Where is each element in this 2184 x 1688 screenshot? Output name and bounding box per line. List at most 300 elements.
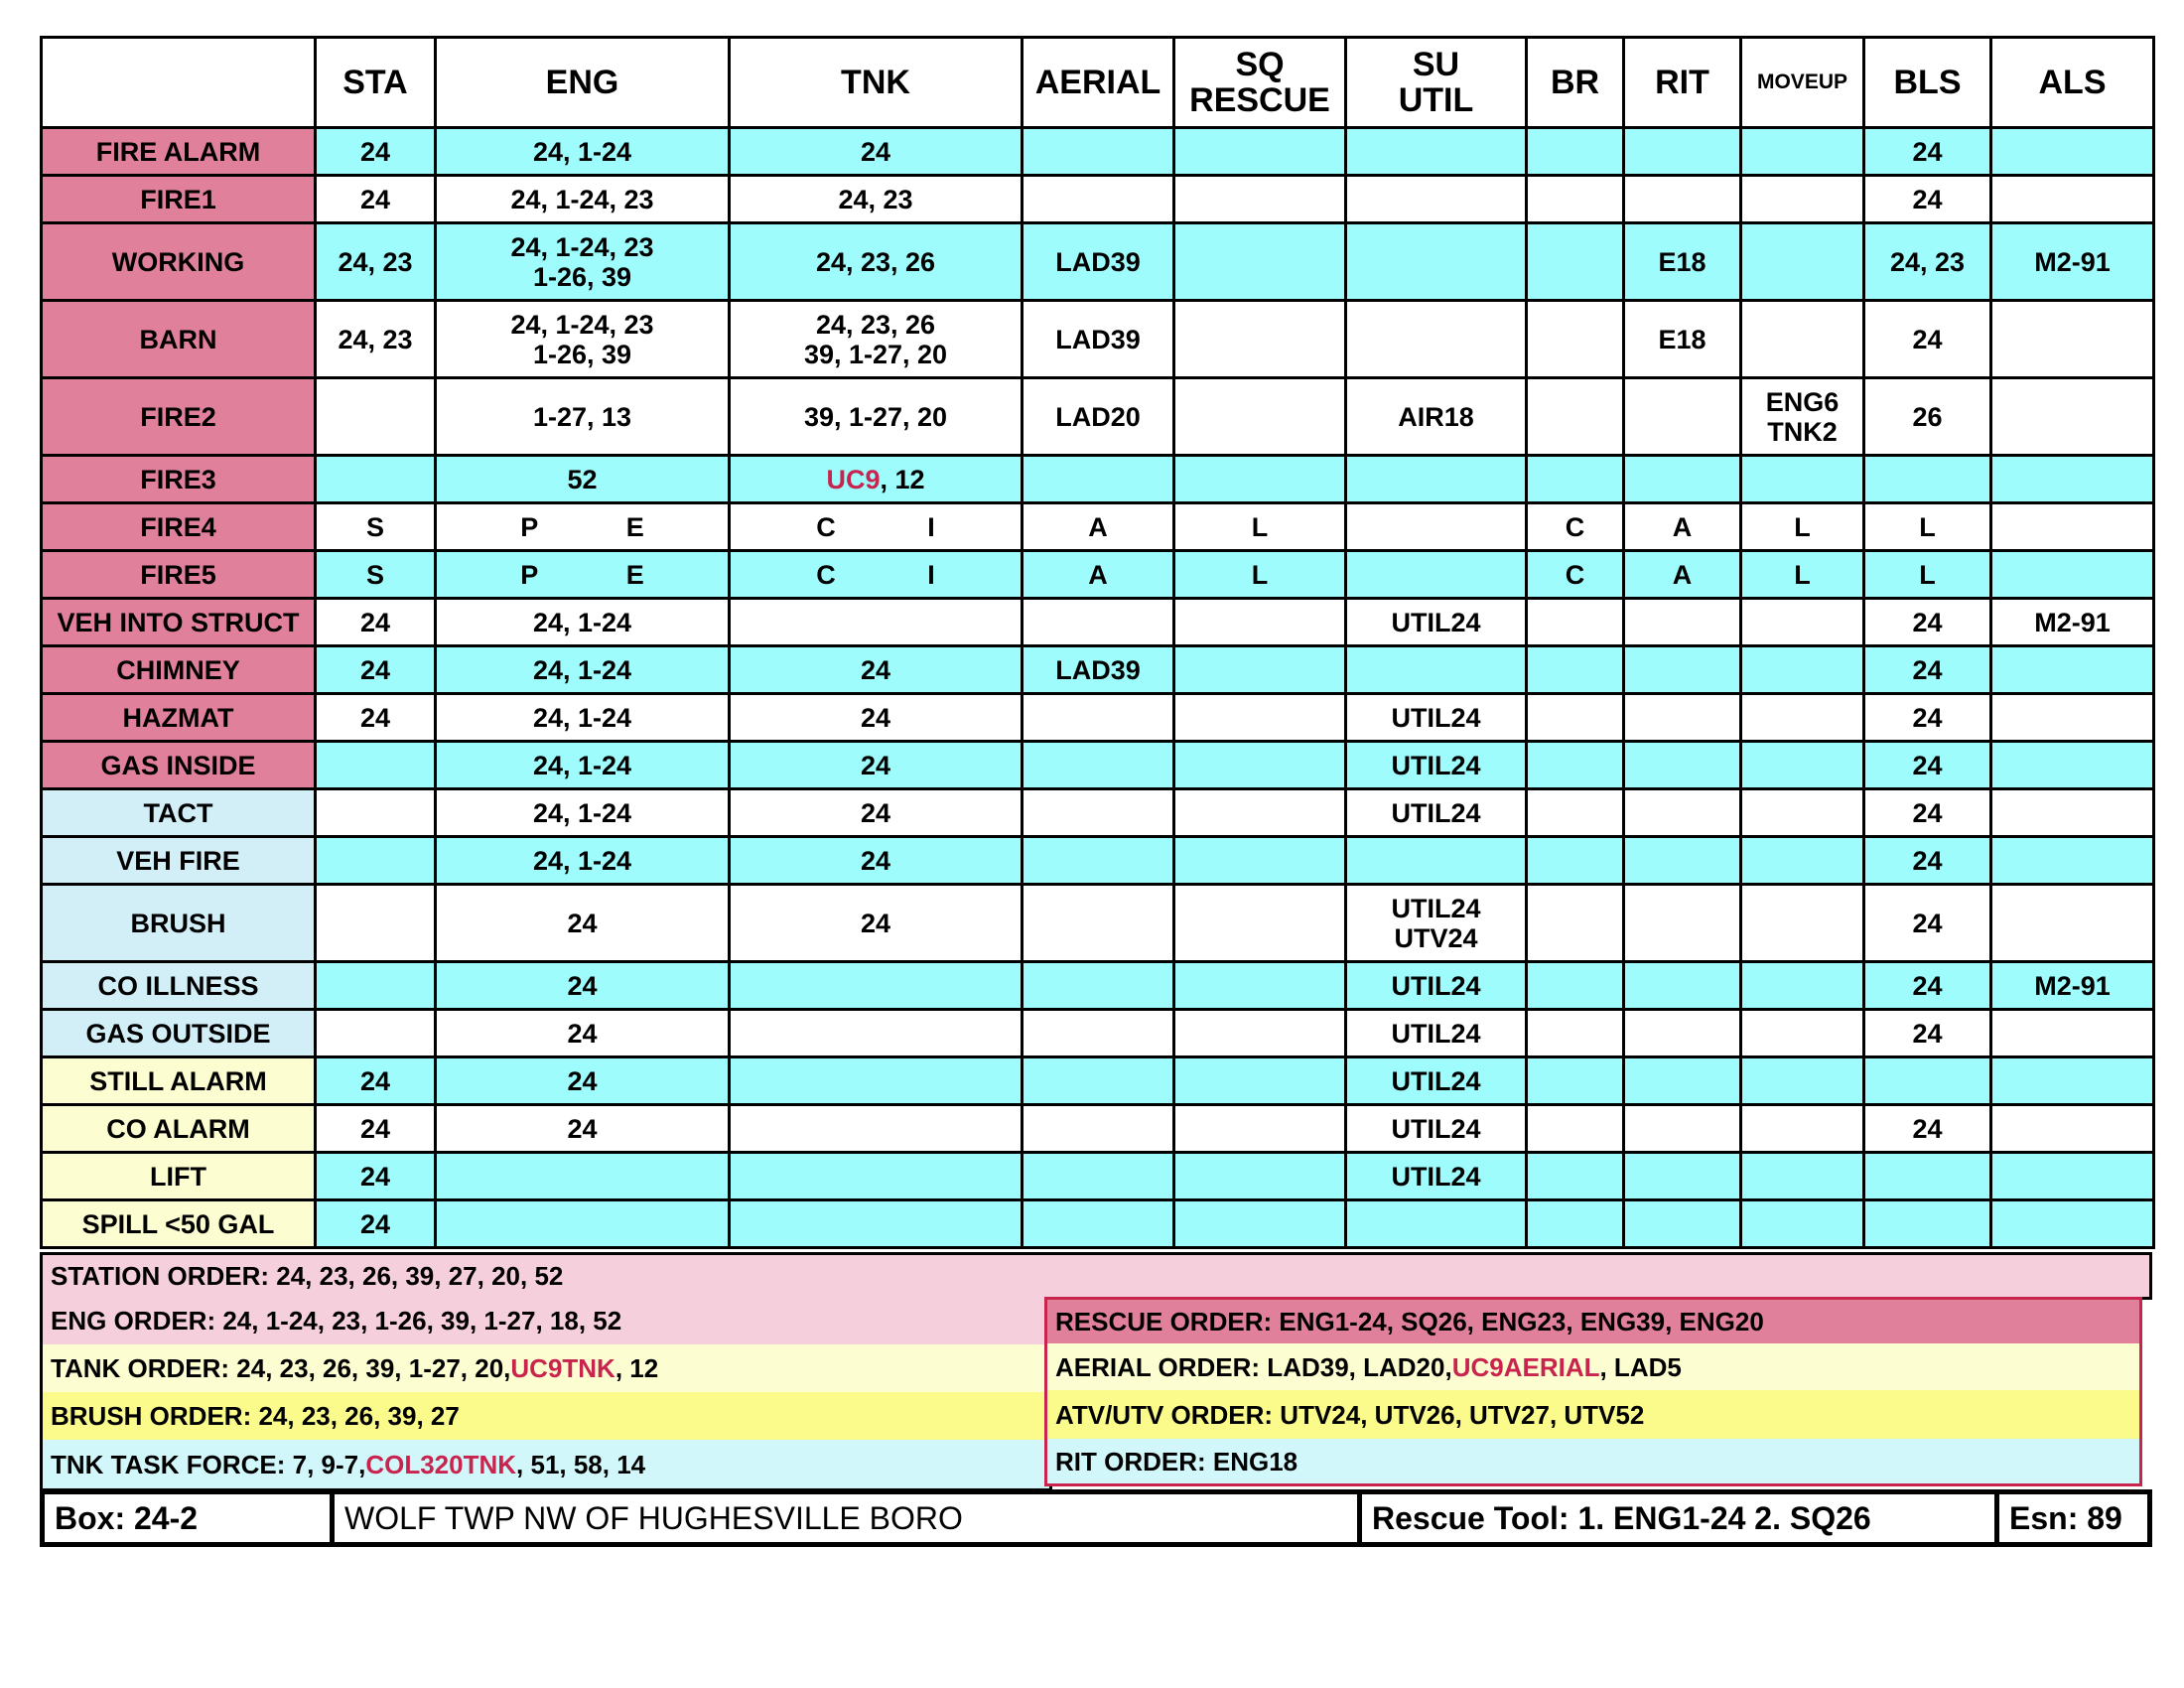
table-cell: 24, 1-24, 23 1-26, 39: [436, 301, 730, 378]
table-cell: 24: [1864, 128, 1991, 176]
table-cell: [1991, 128, 2154, 176]
table-cell: [1991, 301, 2154, 378]
table-row: [42, 223, 2154, 301]
table-cell: [1741, 176, 1864, 223]
tank-order-highlight: UC9TNK: [510, 1353, 615, 1383]
table-cell: A: [1023, 503, 1174, 551]
table-cell: [1527, 789, 1624, 837]
column-header-als: ALS: [1991, 38, 2154, 128]
table-cell: [1624, 378, 1741, 456]
cell-text: , 12: [880, 464, 925, 494]
cell-letter: P: [520, 559, 539, 590]
table-cell: [1527, 1057, 1624, 1105]
table-cell: 24: [1864, 176, 1991, 223]
table-cell: [1174, 1200, 1346, 1248]
footer-bar: [40, 1489, 2152, 1547]
table-cell: [1864, 1153, 1991, 1200]
table-cell: [1741, 599, 1864, 646]
table-cell: [1174, 646, 1346, 694]
table-cell: [1741, 1200, 1864, 1248]
table-row: [42, 503, 2154, 551]
table-cell: [1527, 885, 1624, 962]
table-cell: [316, 789, 436, 837]
table-cell: [1741, 1057, 1864, 1105]
row-label: LIFT: [42, 1153, 316, 1200]
table-cell: [1991, 1057, 2154, 1105]
table-row: [42, 176, 2154, 223]
table-cell: 24: [436, 885, 730, 962]
row-label: FIRE ALARM: [42, 128, 316, 176]
brush-order: [40, 1392, 1052, 1443]
table-cell: M2-91: [1991, 599, 2154, 646]
table-cell: [1174, 694, 1346, 742]
table-cell: [730, 1105, 1023, 1153]
table-cell: [1741, 646, 1864, 694]
table-cell: M2-91: [1991, 962, 2154, 1010]
table-cell: [1527, 837, 1624, 885]
row-label: BRUSH: [42, 885, 316, 962]
table-cell: [1174, 176, 1346, 223]
table-cell: UTIL24: [1346, 742, 1527, 789]
table-cell: 24, 23, 26 39, 1-27, 20: [730, 301, 1023, 378]
table-row: [42, 456, 2154, 503]
table-cell: [1527, 962, 1624, 1010]
column-header-sta: STA: [316, 38, 436, 128]
table-cell: [730, 1010, 1023, 1057]
table-cell: 24: [1864, 646, 1991, 694]
table-cell: [1527, 1153, 1624, 1200]
table-cell: [1991, 837, 2154, 885]
table-cell: [1023, 456, 1174, 503]
table-cell: 24: [436, 1105, 730, 1153]
table-cell: [1624, 456, 1741, 503]
table-cell: S: [316, 551, 436, 599]
table-row: [42, 1200, 2154, 1248]
table-cell: [1864, 456, 1991, 503]
row-label: FIRE2: [42, 378, 316, 456]
table-cell: [436, 503, 730, 551]
table-cell: [1346, 301, 1527, 378]
table-cell: [1174, 885, 1346, 962]
table-cell: L: [1174, 503, 1346, 551]
table-row: [42, 885, 2154, 962]
table-cell: 24, 1-24: [436, 789, 730, 837]
table-cell: [1741, 789, 1864, 837]
table-cell: 24, 1-24, 23: [436, 176, 730, 223]
table-cell: UTIL24: [1346, 1010, 1527, 1057]
table-cell: [436, 1153, 730, 1200]
table-cell: 24: [1864, 599, 1991, 646]
cell-letter: C: [816, 511, 836, 542]
row-label: FIRE3: [42, 456, 316, 503]
table-cell: [316, 962, 436, 1010]
column-header-bls: BLS: [1864, 38, 1991, 128]
table-cell: [730, 503, 1023, 551]
rit-order: [1044, 1439, 2142, 1486]
table-cell: [1741, 962, 1864, 1010]
table-cell: 24: [1864, 885, 1991, 962]
table-row: [42, 789, 2154, 837]
column-header-rit: RIT: [1624, 38, 1741, 128]
cell-letter: E: [625, 559, 644, 590]
eng-order-text: ENG ORDER: 24, 1-24, 23, 1-26, 39, 1-27, 18, 52: [51, 1306, 622, 1336]
table-cell: 24, 23, 26: [730, 223, 1023, 301]
table-cell: [1864, 1200, 1991, 1248]
row-label: VEH INTO STRUCT: [42, 599, 316, 646]
table-cell: [1174, 789, 1346, 837]
aerial-order-highlight: UC9AERIAL: [1451, 1351, 1600, 1382]
table-cell: [1346, 646, 1527, 694]
table-cell: L: [1864, 503, 1991, 551]
table-cell: [1991, 1010, 2154, 1057]
table-row: [42, 551, 2154, 599]
table-cell: [1174, 456, 1346, 503]
table-cell: [1527, 646, 1624, 694]
cell-letter: E: [625, 511, 644, 542]
tnk-task-force-text: TNK TASK FORCE: 7, 9-7,: [51, 1449, 366, 1479]
table-cell: [1174, 599, 1346, 646]
table-cell: 1-27, 13: [436, 378, 730, 456]
table-cell: UTIL24 UTV24: [1346, 885, 1527, 962]
row-label: CO ILLNESS: [42, 962, 316, 1010]
table-cell: A: [1023, 551, 1174, 599]
table-cell: [1624, 646, 1741, 694]
table-cell: [1991, 646, 2154, 694]
table-cell: 24: [316, 176, 436, 223]
table-cell: 24, 1-24: [436, 694, 730, 742]
table-cell: [1991, 742, 2154, 789]
tnk-task-force-highlight: COL320TNK: [365, 1449, 517, 1479]
table-cell: ENG6 TNK2: [1741, 378, 1864, 456]
table-row: [42, 128, 2154, 176]
table-cell: [1527, 223, 1624, 301]
table-cell: [1741, 837, 1864, 885]
table-cell: [730, 599, 1023, 646]
table-cell: [1023, 1105, 1174, 1153]
table-cell: 24: [730, 742, 1023, 789]
table-row: [42, 1010, 2154, 1057]
table-cell: [1023, 1153, 1174, 1200]
table-cell: [316, 378, 436, 456]
column-header-tnk: TNK: [730, 38, 1023, 128]
table-cell: [1174, 378, 1346, 456]
cell-letter: I: [927, 511, 935, 542]
table-cell: [1174, 1105, 1346, 1153]
table-cell: [1991, 378, 2154, 456]
table-cell: E18: [1624, 223, 1741, 301]
table-row: [42, 1105, 2154, 1153]
table-cell: [730, 1200, 1023, 1248]
table-cell: [1624, 789, 1741, 837]
row-label: WORKING: [42, 223, 316, 301]
table-cell: LAD39: [1023, 223, 1174, 301]
table-cell: [730, 1153, 1023, 1200]
table-cell: [316, 456, 436, 503]
table-cell: [1346, 223, 1527, 301]
tank-order: [40, 1344, 1052, 1395]
table-cell: [1527, 1010, 1624, 1057]
table-cell: [1174, 128, 1346, 176]
table-cell: A: [1624, 551, 1741, 599]
table-cell: UTIL24: [1346, 599, 1527, 646]
table-row: [42, 694, 2154, 742]
table-cell: 24: [436, 962, 730, 1010]
table-cell: [1174, 223, 1346, 301]
table-cell: 24, 23: [1864, 223, 1991, 301]
table-cell: [1023, 837, 1174, 885]
table-cell: UTIL24: [1346, 1057, 1527, 1105]
table-row: [42, 837, 2154, 885]
table-cell: [1527, 456, 1624, 503]
table-cell: 24: [1864, 1105, 1991, 1153]
table-cell: [436, 551, 730, 599]
column-header-aerial: AERIAL: [1023, 38, 1174, 128]
table-row: [42, 599, 2154, 646]
table-cell: [1346, 1200, 1527, 1248]
table-cell: [1991, 1105, 2154, 1153]
table-cell: [1624, 962, 1741, 1010]
table-cell: 24: [316, 1057, 436, 1105]
table-cell: [1624, 742, 1741, 789]
table-cell: UTIL24: [1346, 1105, 1527, 1153]
table-cell: [1174, 1153, 1346, 1200]
table-cell: [1741, 128, 1864, 176]
row-label: VEH FIRE: [42, 837, 316, 885]
table-cell: [1023, 962, 1174, 1010]
row-label: GAS OUTSIDE: [42, 1010, 316, 1057]
table-cell: [1741, 456, 1864, 503]
table-cell: [1741, 694, 1864, 742]
table-cell: [1991, 551, 2154, 599]
table-cell: [1023, 599, 1174, 646]
table-cell: LAD39: [1023, 646, 1174, 694]
table-cell: [1991, 885, 2154, 962]
table-cell: [1741, 301, 1864, 378]
table-cell: 24: [1864, 962, 1991, 1010]
cell-letter: P: [520, 511, 539, 542]
table-cell: [1174, 1010, 1346, 1057]
column-header-sq-rescue: SQ RESCUE: [1174, 38, 1346, 128]
tank-order-text: TANK ORDER: 24, 23, 26, 39, 1-27, 20,: [51, 1353, 511, 1383]
table-cell: UTIL24: [1346, 962, 1527, 1010]
aerial-order-tail: , LAD5: [1599, 1351, 1682, 1382]
table-cell: [1023, 742, 1174, 789]
table-cell: 24: [316, 1153, 436, 1200]
table-cell: [1527, 599, 1624, 646]
table-cell: [1624, 176, 1741, 223]
row-label: FIRE4: [42, 503, 316, 551]
aerial-order: [1044, 1343, 2142, 1393]
station-order: [40, 1252, 2152, 1300]
column-header-br: BR: [1527, 38, 1624, 128]
table-cell: 39, 1-27, 20: [730, 378, 1023, 456]
table-cell: [1023, 1057, 1174, 1105]
table-cell: [1527, 1200, 1624, 1248]
atv-order-text: ATV/UTV ORDER: UTV24, UTV26, UTV27, UTV52: [1055, 1399, 1645, 1430]
column-header-su-util: SU UTIL: [1346, 38, 1527, 128]
area-description: WOLF TWP NW OF HUGHESVILLE BORO: [335, 1494, 1362, 1542]
table-cell: [316, 1010, 436, 1057]
box-number: Box: 24-2: [45, 1494, 335, 1542]
table-cell: [1346, 503, 1527, 551]
eng-order: [40, 1297, 1052, 1347]
table-cell: [1023, 1010, 1174, 1057]
table-cell: 24, 23: [316, 301, 436, 378]
table-cell: [1741, 742, 1864, 789]
table-cell: [1624, 885, 1741, 962]
table-cell: [1346, 837, 1527, 885]
table-cell: [1527, 694, 1624, 742]
table-cell: 24: [730, 885, 1023, 962]
table-row: [42, 962, 2154, 1010]
table-cell: 24: [436, 1010, 730, 1057]
table-cell: [1991, 1200, 2154, 1248]
table-cell: [1624, 1153, 1741, 1200]
tnk-task-force: [40, 1440, 1052, 1491]
table-cell: [1991, 694, 2154, 742]
column-header-moveup: MOVEUP: [1741, 38, 1864, 128]
row-label: GAS INSIDE: [42, 742, 316, 789]
table-cell: UTIL24: [1346, 789, 1527, 837]
table-cell: 24: [1864, 742, 1991, 789]
table-cell: [1174, 837, 1346, 885]
table-cell: [1023, 128, 1174, 176]
table-cell: 24, 1-24: [436, 128, 730, 176]
table-cell: L: [1741, 551, 1864, 599]
table-cell: M2-91: [1991, 223, 2154, 301]
table-cell: 24, 1-24: [436, 599, 730, 646]
table-cell: [1023, 176, 1174, 223]
dispatch-grid: [40, 36, 2155, 1249]
table-cell: L: [1741, 503, 1864, 551]
table-cell: [1023, 789, 1174, 837]
table-cell: [1624, 1057, 1741, 1105]
rit-order-text: RIT ORDER: ENG18: [1055, 1446, 1298, 1477]
table-cell: [1023, 694, 1174, 742]
atv-order: [1044, 1390, 2142, 1442]
table-cell: L: [1864, 551, 1991, 599]
table-cell: [1624, 599, 1741, 646]
table-cell: 24: [730, 646, 1023, 694]
table-cell: 24: [316, 128, 436, 176]
table-cell: 24: [730, 128, 1023, 176]
table-cell: [1527, 301, 1624, 378]
table-cell: AIR18: [1346, 378, 1527, 456]
header-corner: [42, 38, 316, 128]
table-cell: [730, 962, 1023, 1010]
table-cell: [1174, 301, 1346, 378]
table-cell: [1991, 176, 2154, 223]
rescue-tool: Rescue Tool: 1. ENG1-24 2. SQ26: [1362, 1494, 1999, 1542]
table-cell: 24: [730, 789, 1023, 837]
table-cell: 24, 1-24, 23 1-26, 39: [436, 223, 730, 301]
table-cell: 24: [1864, 301, 1991, 378]
table-cell: [1023, 885, 1174, 962]
table-cell: [1624, 1010, 1741, 1057]
rescue-order: [1044, 1297, 2142, 1346]
table-cell: E18: [1624, 301, 1741, 378]
table-cell: [1527, 378, 1624, 456]
table-cell: 24: [316, 694, 436, 742]
table-cell: [1741, 1153, 1864, 1200]
table-cell: [1346, 176, 1527, 223]
table-cell: [1741, 1105, 1864, 1153]
aerial-order-text: AERIAL ORDER: LAD39, LAD20,: [1055, 1351, 1452, 1382]
station-order-text: STATION ORDER: 24, 23, 26, 39, 27, 20, 52: [51, 1261, 564, 1291]
table-cell: [1527, 742, 1624, 789]
header-row: [42, 38, 2154, 128]
cell-letter: I: [927, 559, 935, 590]
row-label: CO ALARM: [42, 1105, 316, 1153]
table-cell: C: [1527, 503, 1624, 551]
table-cell: LAD39: [1023, 301, 1174, 378]
table-row: [42, 646, 2154, 694]
table-row: [42, 1057, 2154, 1105]
table-cell: 24: [730, 837, 1023, 885]
table-cell: LAD20: [1023, 378, 1174, 456]
table-row: [42, 742, 2154, 789]
row-label: TACT: [42, 789, 316, 837]
table-cell: [436, 1200, 730, 1248]
row-label: FIRE5: [42, 551, 316, 599]
table-cell: 24: [316, 1200, 436, 1248]
table-cell: 24: [316, 646, 436, 694]
orders-section: [40, 1252, 2152, 1491]
row-label: FIRE1: [42, 176, 316, 223]
column-header-eng: ENG: [436, 38, 730, 128]
table-cell: 24: [730, 694, 1023, 742]
row-label: SPILL <50 GAL: [42, 1200, 316, 1248]
table-cell: [1741, 1010, 1864, 1057]
row-label: STILL ALARM: [42, 1057, 316, 1105]
tnk-task-force-tail: , 51, 58, 14: [516, 1449, 646, 1479]
row-label: HAZMAT: [42, 694, 316, 742]
table-cell: 24: [436, 1057, 730, 1105]
table-row: [42, 301, 2154, 378]
table-cell: [1174, 742, 1346, 789]
table-cell: [1991, 789, 2154, 837]
table-cell: [316, 742, 436, 789]
table-cell: [316, 837, 436, 885]
table-cell: UTIL24: [1346, 694, 1527, 742]
table-cell: 24: [1864, 694, 1991, 742]
table-cell: 24: [1864, 1010, 1991, 1057]
table-row: [42, 1153, 2154, 1200]
table-cell: 24, 23: [316, 223, 436, 301]
table-cell: 24: [316, 1105, 436, 1153]
table-cell: UTIL24: [1346, 1153, 1527, 1200]
table-cell: [1741, 885, 1864, 962]
table-cell: 24, 1-24: [436, 646, 730, 694]
table-cell: [1864, 1057, 1991, 1105]
table-cell: [1346, 456, 1527, 503]
table-cell: 52: [436, 456, 730, 503]
table-cell: 24: [1864, 789, 1991, 837]
table-cell: [1023, 1200, 1174, 1248]
table-cell: [1346, 128, 1527, 176]
esn-number: Esn: 89: [2009, 1499, 2122, 1536]
table-cell: [1527, 176, 1624, 223]
table-cell: [1174, 962, 1346, 1010]
table-cell: [1624, 1105, 1741, 1153]
table-cell: S: [316, 503, 436, 551]
table-cell: C: [1527, 551, 1624, 599]
table-cell: 24, 1-24: [436, 837, 730, 885]
table-cell: [1991, 456, 2154, 503]
row-label: BARN: [42, 301, 316, 378]
table-cell: A: [1624, 503, 1741, 551]
brush-order-text: BRUSH ORDER: 24, 23, 26, 39, 27: [51, 1401, 460, 1431]
